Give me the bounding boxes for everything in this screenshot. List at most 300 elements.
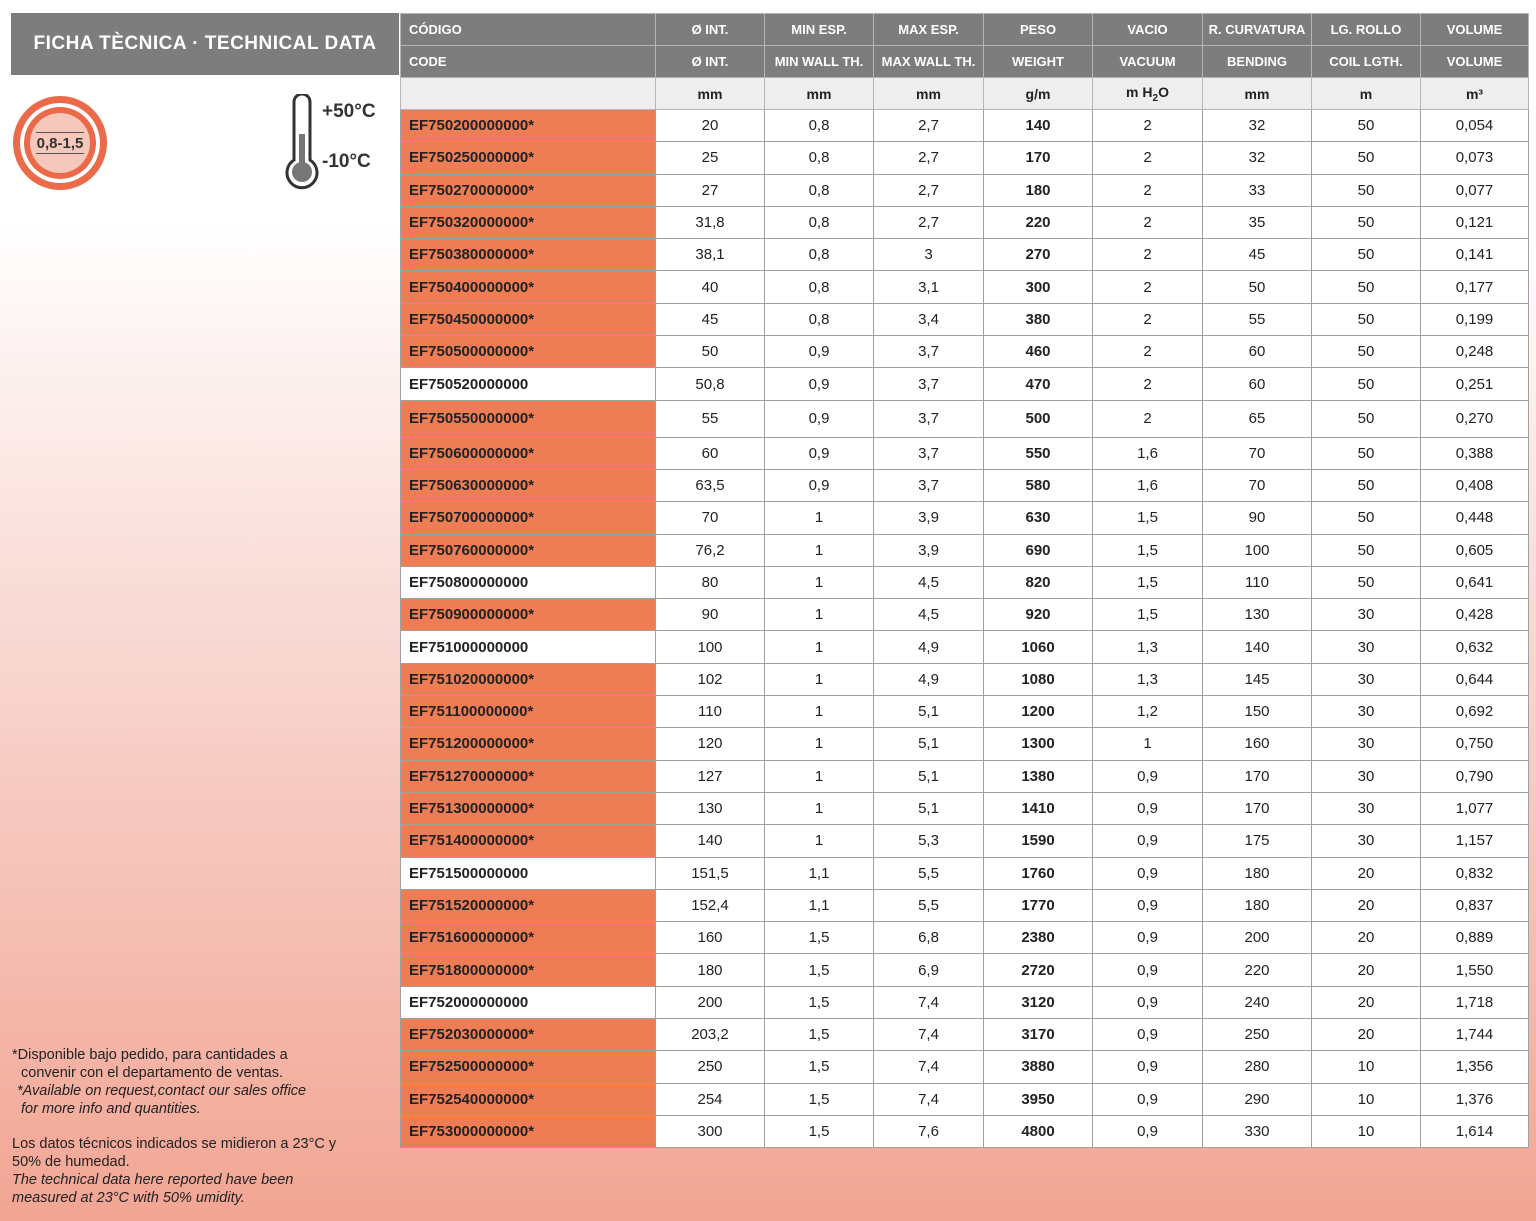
code-cell: EF750200000000* xyxy=(401,110,656,142)
header-weight-es: PESO xyxy=(984,14,1093,46)
unit-weight: g/m xyxy=(984,78,1093,110)
vacuum-cell: 0,9 xyxy=(1093,792,1203,824)
min-wall-cell: 1,1 xyxy=(765,889,874,921)
table-row xyxy=(401,663,1529,695)
coil-length-cell: 50 xyxy=(1312,469,1421,501)
note-es-line-2: convenir con el departamento de ventas. xyxy=(21,1065,283,1081)
coil-length-cell: 50 xyxy=(1312,534,1421,566)
max-wall-cell: 7,4 xyxy=(874,1019,984,1051)
bending-cell: 280 xyxy=(1203,1051,1312,1083)
bending-cell: 60 xyxy=(1203,336,1312,368)
vacuum-cell: 2 xyxy=(1093,174,1203,206)
table-row xyxy=(401,110,1529,142)
table-row xyxy=(401,303,1529,335)
coil-length-cell: 30 xyxy=(1312,599,1421,631)
table-row xyxy=(401,889,1529,921)
vacuum-cell: 1,3 xyxy=(1093,631,1203,663)
min-wall-cell: 0,8 xyxy=(765,142,874,174)
min-wall-cell: 1,5 xyxy=(765,1051,874,1083)
weight-cell: 2380 xyxy=(984,922,1093,954)
coil-length-cell: 50 xyxy=(1312,437,1421,469)
min-wall-cell: 1,5 xyxy=(765,954,874,986)
table-row xyxy=(401,239,1529,271)
bending-cell: 65 xyxy=(1203,400,1312,437)
bending-cell: 55 xyxy=(1203,303,1312,335)
max-wall-cell: 3,9 xyxy=(874,534,984,566)
weight-cell: 1300 xyxy=(984,728,1093,760)
max-wall-cell: 2,7 xyxy=(874,206,984,238)
weight-cell: 580 xyxy=(984,469,1093,501)
max-wall-cell: 4,5 xyxy=(874,599,984,631)
volume-cell: 1,356 xyxy=(1421,1051,1529,1083)
min-wall-cell: 0,8 xyxy=(765,174,874,206)
conditions-note xyxy=(12,1135,336,1207)
unit-coil: m xyxy=(1312,78,1421,110)
weight-cell: 2720 xyxy=(984,954,1093,986)
code-cell: EF752030000000* xyxy=(401,1019,656,1051)
coil-length-cell: 10 xyxy=(1312,1051,1421,1083)
table-row xyxy=(401,599,1529,631)
min-wall-cell: 1 xyxy=(765,502,874,534)
inner-diameter-cell: 40 xyxy=(656,271,765,303)
vacuum-cell: 1,6 xyxy=(1093,469,1203,501)
max-wall-cell: 2,7 xyxy=(874,110,984,142)
volume-cell: 0,270 xyxy=(1421,400,1529,437)
unit-vacuum: m $H_2O$ xyxy=(1093,78,1203,110)
table-row xyxy=(401,368,1529,400)
table-row xyxy=(401,502,1529,534)
min-wall-cell: 1 xyxy=(765,566,874,598)
inner-diameter-cell: 160 xyxy=(656,922,765,954)
volume-cell: 0,199 xyxy=(1421,303,1529,335)
inner-diameter-cell: 140 xyxy=(656,825,765,857)
inner-diameter-cell: 110 xyxy=(656,696,765,728)
coil-length-cell: 30 xyxy=(1312,825,1421,857)
max-wall-cell: 2,7 xyxy=(874,142,984,174)
table-row xyxy=(401,534,1529,566)
volume-cell: 0,641 xyxy=(1421,566,1529,598)
coil-length-cell: 30 xyxy=(1312,792,1421,824)
inner-diameter-cell: 27 xyxy=(656,174,765,206)
bending-cell: 70 xyxy=(1203,437,1312,469)
max-wall-cell: 5,1 xyxy=(874,792,984,824)
inner-diameter-cell: 254 xyxy=(656,1083,765,1115)
volume-cell: 0,448 xyxy=(1421,502,1529,534)
volume-cell: 0,605 xyxy=(1421,534,1529,566)
vacuum-cell: 0,9 xyxy=(1093,760,1203,792)
table-row xyxy=(401,760,1529,792)
table-row xyxy=(401,696,1529,728)
table-row xyxy=(401,400,1529,437)
code-cell: EF750450000000* xyxy=(401,303,656,335)
header-max-es: MAX ESP. xyxy=(874,14,984,46)
conditions-en-line-1: The technical data here reported have been xyxy=(12,1172,294,1188)
weight-cell: 470 xyxy=(984,368,1093,400)
vacuum-cell: 0,9 xyxy=(1093,1051,1203,1083)
code-cell: EF750270000000* xyxy=(401,174,656,206)
code-cell: EF752000000000 xyxy=(401,986,656,1018)
weight-cell: 1410 xyxy=(984,792,1093,824)
weight-cell: 550 xyxy=(984,437,1093,469)
coil-length-cell: 50 xyxy=(1312,239,1421,271)
inner-diameter-cell: 60 xyxy=(656,437,765,469)
volume-cell: 0,248 xyxy=(1421,336,1529,368)
coil-length-cell: 50 xyxy=(1312,368,1421,400)
vacuum-cell: 1,5 xyxy=(1093,566,1203,598)
table-row xyxy=(401,206,1529,238)
table-row xyxy=(401,954,1529,986)
inner-diameter-cell: 130 xyxy=(656,792,765,824)
max-wall-cell: 4,9 xyxy=(874,631,984,663)
min-wall-cell: 0,8 xyxy=(765,110,874,142)
weight-cell: 1380 xyxy=(984,760,1093,792)
inner-diameter-cell: 152,4 xyxy=(656,889,765,921)
code-cell: EF752540000000* xyxy=(401,1083,656,1115)
max-wall-cell: 3,4 xyxy=(874,303,984,335)
table-row xyxy=(401,825,1529,857)
code-cell: EF751000000000 xyxy=(401,631,656,663)
weight-cell: 3950 xyxy=(984,1083,1093,1115)
coil-length-cell: 10 xyxy=(1312,1083,1421,1115)
coil-length-cell: 30 xyxy=(1312,663,1421,695)
coil-length-cell: 20 xyxy=(1312,857,1421,889)
inner-diameter-cell: 200 xyxy=(656,986,765,1018)
coil-length-cell: 50 xyxy=(1312,110,1421,142)
vacuum-cell: 0,9 xyxy=(1093,857,1203,889)
min-wall-cell: 1 xyxy=(765,534,874,566)
weight-cell: 920 xyxy=(984,599,1093,631)
volume-cell: 0,177 xyxy=(1421,271,1529,303)
volume-cell: 0,832 xyxy=(1421,857,1529,889)
header-volume-en: VOLUME xyxy=(1421,46,1529,78)
volume-cell: 1,744 xyxy=(1421,1019,1529,1051)
inner-diameter-cell: 20 xyxy=(656,110,765,142)
coil-length-cell: 30 xyxy=(1312,760,1421,792)
table-row xyxy=(401,1083,1529,1115)
bending-cell: 180 xyxy=(1203,857,1312,889)
vacuum-cell: 2 xyxy=(1093,142,1203,174)
min-wall-cell: 1,5 xyxy=(765,986,874,1018)
min-wall-cell: 0,9 xyxy=(765,437,874,469)
inner-diameter-cell: 151,5 xyxy=(656,857,765,889)
vacuum-cell: 0,9 xyxy=(1093,954,1203,986)
vacuum-cell: 1,5 xyxy=(1093,534,1203,566)
header-min-en: MIN WALL TH. xyxy=(765,46,874,78)
volume-cell: 0,054 xyxy=(1421,110,1529,142)
table-row xyxy=(401,1051,1529,1083)
vacuum-cell: 1,3 xyxy=(1093,663,1203,695)
header-vacuum-es: VACIO xyxy=(1093,14,1203,46)
technical-data-table xyxy=(400,13,1529,1148)
weight-cell: 220 xyxy=(984,206,1093,238)
bending-cell: 70 xyxy=(1203,469,1312,501)
min-wall-cell: 1 xyxy=(765,760,874,792)
weight-cell: 630 xyxy=(984,502,1093,534)
min-wall-cell: 1 xyxy=(765,663,874,695)
table-row xyxy=(401,271,1529,303)
temperature-min: -10°C xyxy=(322,151,371,172)
vacuum-cell: 2 xyxy=(1093,303,1203,335)
inner-diameter-cell: 76,2 xyxy=(656,534,765,566)
vacuum-cell: 1 xyxy=(1093,728,1203,760)
coil-length-cell: 50 xyxy=(1312,174,1421,206)
max-wall-cell: 5,1 xyxy=(874,696,984,728)
weight-cell: 1590 xyxy=(984,825,1093,857)
weight-cell: 1080 xyxy=(984,663,1093,695)
code-cell: EF751520000000* xyxy=(401,889,656,921)
volume-cell: 0,388 xyxy=(1421,437,1529,469)
coil-length-cell: 50 xyxy=(1312,271,1421,303)
unit-bending: mm xyxy=(1203,78,1312,110)
weight-cell: 4800 xyxy=(984,1115,1093,1147)
code-cell: EF750250000000* xyxy=(401,142,656,174)
weight-cell: 3880 xyxy=(984,1051,1093,1083)
max-wall-cell: 2,7 xyxy=(874,174,984,206)
min-wall-cell: 1,5 xyxy=(765,922,874,954)
bending-cell: 110 xyxy=(1203,566,1312,598)
note-en-line-2: for more info and quantities. xyxy=(21,1101,201,1117)
weight-cell: 460 xyxy=(984,336,1093,368)
header-coil-en: COIL LGTH. xyxy=(1312,46,1421,78)
coil-length-cell: 20 xyxy=(1312,1019,1421,1051)
code-cell: EF751300000000* xyxy=(401,792,656,824)
table-row xyxy=(401,566,1529,598)
bending-cell: 60 xyxy=(1203,368,1312,400)
inner-diameter-cell: 38,1 xyxy=(656,239,765,271)
unit-volume: m³ xyxy=(1421,78,1529,110)
max-wall-cell: 4,9 xyxy=(874,663,984,695)
volume-cell: 1,376 xyxy=(1421,1083,1529,1115)
table-row xyxy=(401,857,1529,889)
volume-cell: 0,141 xyxy=(1421,239,1529,271)
coil-length-cell: 20 xyxy=(1312,889,1421,921)
vacuum-cell: 0,9 xyxy=(1093,922,1203,954)
max-wall-cell: 7,6 xyxy=(874,1115,984,1147)
bending-cell: 145 xyxy=(1203,663,1312,695)
min-wall-cell: 0,9 xyxy=(765,336,874,368)
weight-cell: 1760 xyxy=(984,857,1093,889)
min-wall-cell: 1,5 xyxy=(765,1019,874,1051)
header-bending-en: BENDING xyxy=(1203,46,1312,78)
max-wall-cell: 5,5 xyxy=(874,857,984,889)
table-row xyxy=(401,728,1529,760)
max-wall-cell: 3,7 xyxy=(874,368,984,400)
code-cell: EF751800000000* xyxy=(401,954,656,986)
volume-cell: 0,073 xyxy=(1421,142,1529,174)
vacuum-cell: 1,5 xyxy=(1093,502,1203,534)
volume-cell: 1,077 xyxy=(1421,792,1529,824)
volume-cell: 1,550 xyxy=(1421,954,1529,986)
conditions-en-line-2: measured at 23°C with 50% umidity. xyxy=(12,1190,245,1206)
volume-cell: 0,837 xyxy=(1421,889,1529,921)
header-weight-en: WEIGHT xyxy=(984,46,1093,78)
inner-diameter-cell: 120 xyxy=(656,728,765,760)
bending-cell: 240 xyxy=(1203,986,1312,1018)
volume-cell: 1,157 xyxy=(1421,825,1529,857)
table-row xyxy=(401,336,1529,368)
table-row xyxy=(401,142,1529,174)
weight-cell: 690 xyxy=(984,534,1093,566)
max-wall-cell: 3 xyxy=(874,239,984,271)
inner-diameter-cell: 203,2 xyxy=(656,1019,765,1051)
max-wall-cell: 3,7 xyxy=(874,336,984,368)
weight-cell: 380 xyxy=(984,303,1093,335)
header-row-english xyxy=(401,46,1529,78)
header-max-en: MAX WALL TH. xyxy=(874,46,984,78)
table-row xyxy=(401,986,1529,1018)
vacuum-cell: 0,9 xyxy=(1093,986,1203,1018)
table-row xyxy=(401,469,1529,501)
weight-cell: 500 xyxy=(984,400,1093,437)
header-int-en: Ø INT. xyxy=(656,46,765,78)
thermometer-icon xyxy=(282,94,322,192)
inner-diameter-cell: 50 xyxy=(656,336,765,368)
code-cell: EF750400000000* xyxy=(401,271,656,303)
max-wall-cell: 7,4 xyxy=(874,1051,984,1083)
max-wall-cell: 3,7 xyxy=(874,437,984,469)
max-wall-cell: 5,1 xyxy=(874,728,984,760)
vacuum-cell: 2 xyxy=(1093,400,1203,437)
bending-cell: 250 xyxy=(1203,1019,1312,1051)
coil-length-cell: 10 xyxy=(1312,1115,1421,1147)
header-min-es: MIN ESP. xyxy=(765,14,874,46)
code-cell: EF753000000000* xyxy=(401,1115,656,1147)
note-es-line-1: *Disponible bajo pedido, para cantidades a xyxy=(12,1047,288,1063)
weight-cell: 1200 xyxy=(984,696,1093,728)
coil-length-cell: 50 xyxy=(1312,206,1421,238)
header-row-spanish xyxy=(401,14,1529,46)
bending-cell: 180 xyxy=(1203,889,1312,921)
volume-cell: 0,408 xyxy=(1421,469,1529,501)
code-cell: EF751270000000* xyxy=(401,760,656,792)
temperature-max: +50°C xyxy=(322,101,376,122)
header-coil-es: LG. ROLLO xyxy=(1312,14,1421,46)
units-row xyxy=(401,78,1529,110)
weight-cell: 270 xyxy=(984,239,1093,271)
volume-cell: 0,251 xyxy=(1421,368,1529,400)
bending-cell: 150 xyxy=(1203,696,1312,728)
vacuum-cell: 2 xyxy=(1093,239,1203,271)
inner-diameter-cell: 127 xyxy=(656,760,765,792)
min-wall-cell: 0,8 xyxy=(765,239,874,271)
min-wall-cell: 1 xyxy=(765,825,874,857)
unit-max: mm xyxy=(874,78,984,110)
bending-cell: 290 xyxy=(1203,1083,1312,1115)
coil-length-cell: 50 xyxy=(1312,566,1421,598)
min-wall-cell: 0,9 xyxy=(765,368,874,400)
header-code-es: CÓDIGO xyxy=(401,14,656,46)
min-wall-cell: 1 xyxy=(765,696,874,728)
vacuum-cell: 2 xyxy=(1093,110,1203,142)
min-wall-cell: 1 xyxy=(765,631,874,663)
coil-length-cell: 20 xyxy=(1312,986,1421,1018)
volume-cell: 0,428 xyxy=(1421,599,1529,631)
bending-cell: 35 xyxy=(1203,206,1312,238)
vacuum-cell: 2 xyxy=(1093,271,1203,303)
weight-cell: 1770 xyxy=(984,889,1093,921)
inner-diameter-cell: 102 xyxy=(656,663,765,695)
inner-diameter-cell: 25 xyxy=(656,142,765,174)
table-row xyxy=(401,437,1529,469)
table-row xyxy=(401,174,1529,206)
min-wall-cell: 0,8 xyxy=(765,271,874,303)
code-cell: EF751100000000* xyxy=(401,696,656,728)
code-cell: EF751400000000* xyxy=(401,825,656,857)
min-wall-cell: 1,1 xyxy=(765,857,874,889)
code-cell: EF751200000000* xyxy=(401,728,656,760)
min-wall-cell: 0,8 xyxy=(765,303,874,335)
max-wall-cell: 6,9 xyxy=(874,954,984,986)
vacuum-cell: 2 xyxy=(1093,368,1203,400)
volume-cell: 0,790 xyxy=(1421,760,1529,792)
volume-cell: 0,121 xyxy=(1421,206,1529,238)
vacuum-cell: 0,9 xyxy=(1093,1019,1203,1051)
volume-cell: 0,889 xyxy=(1421,922,1529,954)
code-cell: EF751020000000* xyxy=(401,663,656,695)
bending-cell: 100 xyxy=(1203,534,1312,566)
bending-cell: 200 xyxy=(1203,922,1312,954)
weight-cell: 170 xyxy=(984,142,1093,174)
weight-cell: 140 xyxy=(984,110,1093,142)
bending-cell: 175 xyxy=(1203,825,1312,857)
unit-code xyxy=(401,78,656,110)
min-wall-cell: 1 xyxy=(765,792,874,824)
bending-cell: 32 xyxy=(1203,110,1312,142)
code-cell: EF750760000000* xyxy=(401,534,656,566)
max-wall-cell: 4,5 xyxy=(874,566,984,598)
max-wall-cell: 5,3 xyxy=(874,825,984,857)
weight-cell: 820 xyxy=(984,566,1093,598)
weight-cell: 300 xyxy=(984,271,1093,303)
bending-cell: 50 xyxy=(1203,271,1312,303)
conditions-es-line-2: 50% de humedad. xyxy=(12,1154,130,1170)
inner-diameter-cell: 31,8 xyxy=(656,206,765,238)
code-cell: EF750550000000* xyxy=(401,400,656,437)
vacuum-cell: 0,9 xyxy=(1093,1083,1203,1115)
bending-cell: 140 xyxy=(1203,631,1312,663)
volume-cell: 0,692 xyxy=(1421,696,1529,728)
code-cell: EF751500000000 xyxy=(401,857,656,889)
min-wall-cell: 1,5 xyxy=(765,1083,874,1115)
header-int-es: Ø INT. xyxy=(656,14,765,46)
coil-length-cell: 30 xyxy=(1312,696,1421,728)
max-wall-cell: 5,1 xyxy=(874,760,984,792)
unit-int: mm xyxy=(656,78,765,110)
min-wall-cell: 1 xyxy=(765,728,874,760)
code-cell: EF750500000000* xyxy=(401,336,656,368)
vacuum-cell: 0,9 xyxy=(1093,889,1203,921)
coil-length-cell: 50 xyxy=(1312,303,1421,335)
min-wall-cell: 0,8 xyxy=(765,206,874,238)
max-wall-cell: 6,8 xyxy=(874,922,984,954)
bending-cell: 330 xyxy=(1203,1115,1312,1147)
vacuum-cell: 1,2 xyxy=(1093,696,1203,728)
inner-diameter-cell: 90 xyxy=(656,599,765,631)
header-vacuum-en: VACUUM xyxy=(1093,46,1203,78)
volume-cell: 0,077 xyxy=(1421,174,1529,206)
coil-length-cell: 50 xyxy=(1312,336,1421,368)
wall-thickness-badge xyxy=(13,96,107,190)
weight-cell: 3170 xyxy=(984,1019,1093,1051)
header-volume-es: VOLUME xyxy=(1421,14,1529,46)
max-wall-cell: 7,4 xyxy=(874,986,984,1018)
header-code-en: CODE xyxy=(401,46,656,78)
inner-diameter-cell: 250 xyxy=(656,1051,765,1083)
code-cell: EF750600000000* xyxy=(401,437,656,469)
code-cell: EF750800000000 xyxy=(401,566,656,598)
vacuum-cell: 1,6 xyxy=(1093,437,1203,469)
badge-range: 0,8-1,5 xyxy=(30,113,90,173)
